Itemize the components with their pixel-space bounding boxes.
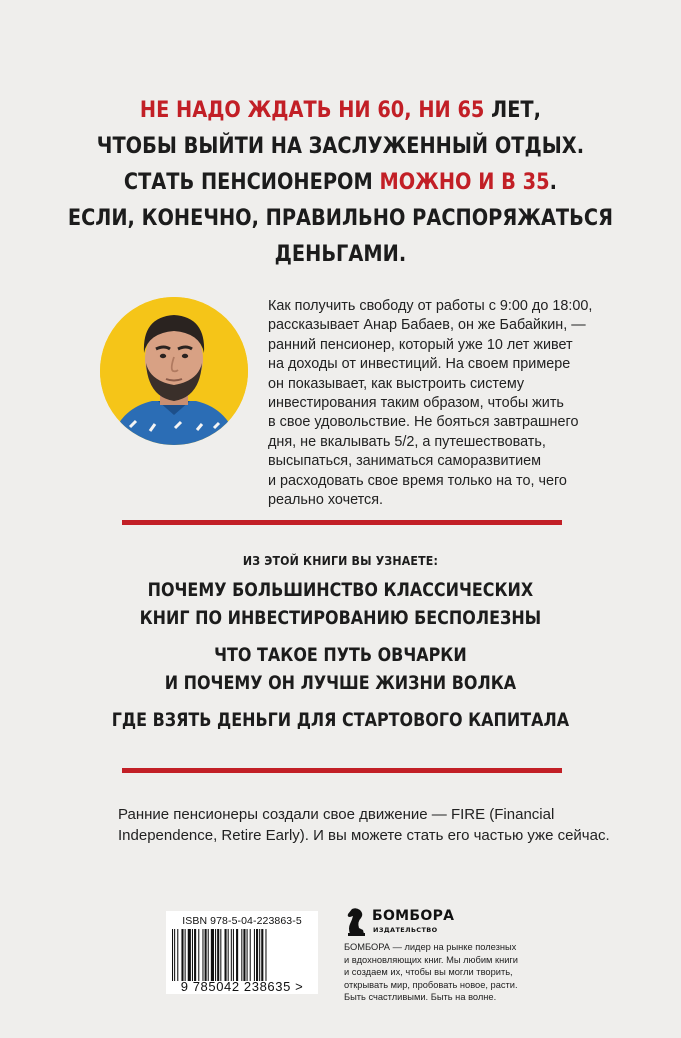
barcode-bar xyxy=(194,929,196,981)
barcode-bars-icon xyxy=(172,929,312,981)
list-item: ПОЧЕМУ БОЛЬШИНСТВО КЛАССИЧЕСКИХ КНИГ ПО ИНВЕСТИРОВАНИЮ БЕСПОЛЕЗНЫ xyxy=(139,579,542,629)
barcode-bar xyxy=(225,929,227,981)
headline xyxy=(48,92,634,272)
intro-line: инвестирования таким образом, чтобы жить xyxy=(268,395,564,412)
barcode-bar xyxy=(208,929,209,981)
barcode-bar xyxy=(250,929,251,981)
headline-line-2: ЧТОБЫ ВЫЙТИ НА ЗАСЛУЖЕННЫЙ ОТДЫХ. xyxy=(96,133,585,159)
barcode-bar xyxy=(233,929,234,981)
barcode-bar xyxy=(217,929,219,981)
headline-line-4: ЕСЛИ, КОНЕЧНО, ПРАВИЛЬНО РАСПОРЯЖАТЬСЯ xyxy=(67,205,613,231)
headline-line-1: НЕ НАДО ЖДАТЬ НИ 60, НИ 65 ЛЕТ, xyxy=(139,97,541,123)
barcode-bar xyxy=(172,929,173,981)
barcode-bar xyxy=(220,929,221,981)
barcode-bar xyxy=(202,929,203,981)
barcode-bar xyxy=(211,929,214,981)
intro-line: в свое удовольствие. Не бояться завтрашнего xyxy=(268,414,579,431)
intro-paragraph xyxy=(268,297,618,510)
barcode-bar xyxy=(228,929,229,981)
barcode-bar xyxy=(198,929,199,981)
list-item: ГДЕ ВЗЯТЬ ДЕНЬГИ ДЛЯ СТАРТОВОГО КАПИТАЛА xyxy=(111,709,570,731)
publisher-sub: ИЗДАТЕЛЬСТВО xyxy=(373,926,438,934)
barcode-bar xyxy=(254,929,255,981)
intro-line: рассказывает Анар Бабаев, он же Бабайкин, — xyxy=(268,317,586,334)
author-portrait-icon xyxy=(100,297,248,445)
publisher-note: БОМБОРА — лидер на рынке полезных и вдохновляющих книг. Мы любим книги и создаем их, чтобы вы могли творить, открывать мир, пробовать новое, расти. Быть счастливыми. Быть на волне. xyxy=(344,942,518,1003)
headline-line-3: СТАТЬ ПЕНСИОНЕРОМ МОЖНО И В 35. xyxy=(123,169,557,195)
barcode-bar xyxy=(231,929,232,981)
divider-bottom xyxy=(122,768,562,773)
publisher-logo xyxy=(344,906,454,938)
barcode-bar xyxy=(256,929,258,981)
barcode-bar xyxy=(177,929,178,981)
barcode-bar xyxy=(174,929,175,981)
learn-heading: ИЗ ЭТОЙ КНИГИ ВЫ УЗНАЕТЕ: xyxy=(242,553,439,568)
intro-line: реально хочется. xyxy=(268,492,384,509)
barcode-bar xyxy=(265,929,266,981)
learn-list xyxy=(54,576,626,743)
barcode xyxy=(166,911,318,994)
intro-line: высыпаться, заниматься саморазвитием xyxy=(268,453,542,470)
barcode-bar xyxy=(215,929,216,981)
author-portrait xyxy=(100,297,248,445)
barcode-bar xyxy=(261,929,263,981)
intro-line: и расходовать свое время только на то, чего xyxy=(268,472,567,489)
barcode-bar xyxy=(188,929,191,981)
isbn-label: ISBN 978-5-04-223863-5 xyxy=(182,915,302,927)
barcode-bar xyxy=(259,929,260,981)
intro-line: дня, не вкалывать 5/2, а путешествовать, xyxy=(268,433,546,450)
intro-line: ранний пенсионер, который уже 10 лет живет xyxy=(268,336,573,353)
list-item: ЧТО ТАКОЕ ПУТЬ ОВЧАРКИ И ПОЧЕМУ ОН ЛУЧШЕ ЖИЗНИ ВОЛКА xyxy=(164,644,517,694)
intro-line: Как получить свободу от работы с 9:00 до 18:00, xyxy=(268,298,593,314)
chess-knight-logo-icon xyxy=(344,906,368,936)
intro-line: он показывает, как выстроить систему xyxy=(268,375,525,392)
headline-line-5: ДЕНЬГАМИ. xyxy=(274,241,407,267)
divider-top xyxy=(122,520,562,525)
barcode-bar xyxy=(185,929,186,981)
barcode-bar xyxy=(236,929,238,981)
barcode-bar xyxy=(192,929,193,981)
barcode-bar xyxy=(243,929,245,981)
barcode-bar xyxy=(205,929,207,981)
barcode-bar xyxy=(247,929,248,981)
barcode-bar xyxy=(241,929,242,981)
publisher-name: БОМБОРА xyxy=(372,908,455,924)
barcode-bar xyxy=(181,929,183,981)
intro-line: на доходы от инвестиций. На своем примере xyxy=(268,356,571,373)
fire-paragraph: Ранние пенсионеры создали свое движение — FIRE (Financial Independence, Retire Early). И вы можете стать его частью уже сейчас. xyxy=(118,806,610,844)
barcode-digits: 9 785042 238635 > xyxy=(180,979,304,994)
